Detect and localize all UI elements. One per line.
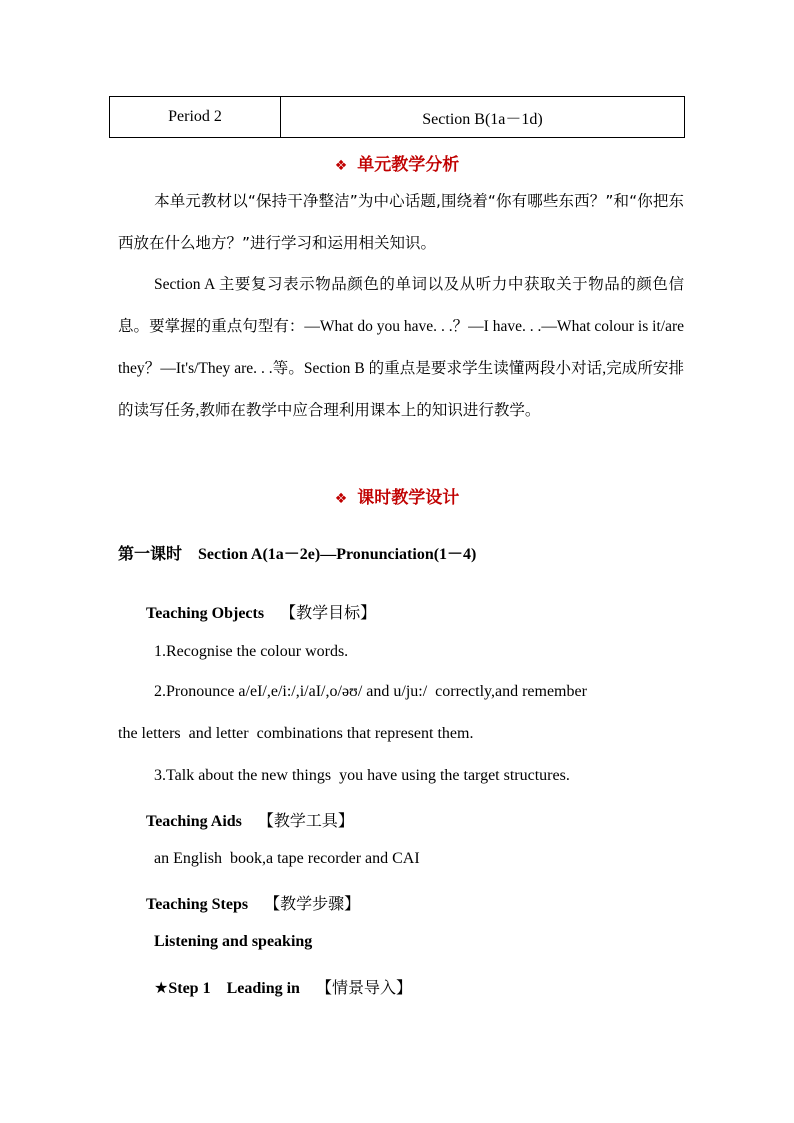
section-cell: Section B(1a－1d) [281, 97, 685, 138]
unit-analysis-paragraph-2 [118, 264, 684, 432]
teaching-aids-heading [146, 808, 354, 831]
step-1-heading [154, 975, 412, 998]
step-1-cn-label: 【情景导入】 [315, 978, 412, 997]
step-1-label: Step 1 [168, 980, 211, 997]
steps-cn-label: 【教学步骤】 [264, 894, 361, 913]
listening-speaking-label: Listening and speaking [154, 933, 313, 950]
paragraph-text: 本单元教材以“保持干净整洁”为中心话题,围绕着“你有哪些东西？”和“你把东西放在什么地方？”进行学习和运用相关知识。 [118, 192, 684, 252]
aids-text: an English book,a tape recorder and CAI [154, 850, 420, 867]
objects-label: Teaching Objects [146, 605, 265, 622]
star-icon: ★ [154, 978, 169, 997]
lesson-heading [118, 541, 476, 564]
step-1-title: Leading in [226, 980, 300, 997]
diamond-bullet-icon: ❖ [334, 158, 348, 174]
teaching-steps-heading [146, 891, 360, 914]
teaching-objects-heading [146, 600, 376, 623]
aids-label: Teaching Aids [146, 813, 242, 830]
lesson-design-title: 课时教学设计 [357, 488, 460, 508]
objective-2-line-1: 2.Pronounce a/eI/,e/i:/,i/aI/,o/əʊ/ and u/ju:/ correctly,and remember [154, 683, 587, 700]
objective-1: 1.Recognise the colour words. [154, 643, 349, 660]
unit-analysis-heading [0, 150, 794, 175]
lesson-label: 第一课时 [118, 544, 183, 563]
aids-cn-label: 【教学工具】 [257, 811, 354, 830]
lesson-title: Section A(1a－2e)—Pronunciation(1－4) [198, 546, 477, 563]
paragraph-text: Section A 主要复习表示物品颜色的单词以及从听力中获取关于物品的颜色信息。要掌握的重点句型有：—What do you have. . .？—I have. . .—What colour is it/are they？—It's/They are. . .等。Section B 的重点是要求学生读懂两段小对话,完成所安排的读写任务,教师在教学中应合理利用课本上的知识进行教学。 [118, 276, 684, 419]
unit-analysis-paragraph-1 [118, 180, 684, 264]
objective-2-line-2: the letters and letter combinations that represent them. [118, 725, 474, 742]
objective-3: 3.Talk about the new things you have using the target structures. [154, 767, 570, 784]
objects-cn-label: 【教学目标】 [280, 603, 377, 622]
period-cell: Period 2 [110, 97, 281, 138]
diamond-bullet-icon: ❖ [334, 491, 348, 507]
period-table [109, 96, 685, 138]
lesson-design-heading [0, 483, 794, 508]
steps-label: Teaching Steps [146, 896, 249, 913]
unit-analysis-title: 单元教学分析 [357, 155, 460, 175]
table-row [110, 97, 685, 138]
